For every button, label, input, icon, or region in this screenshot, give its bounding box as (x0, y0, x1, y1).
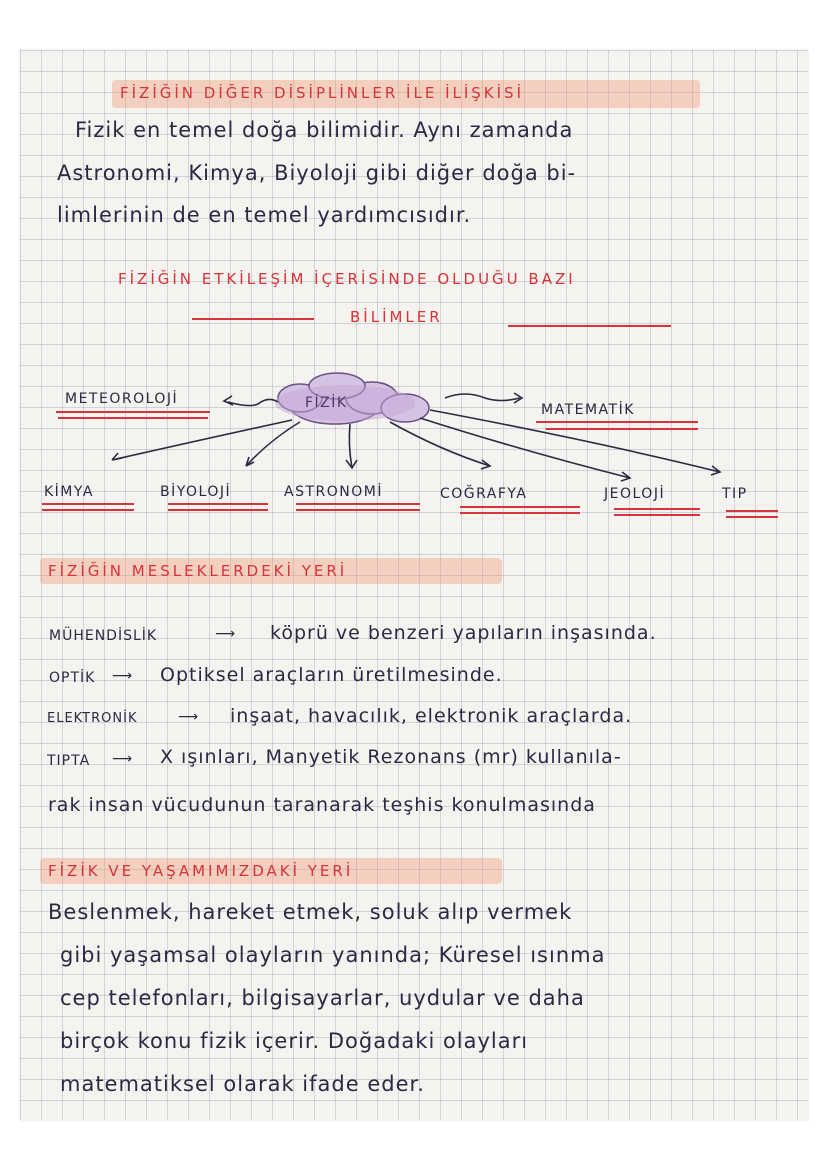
profession-name: ELEKTRONİK (47, 711, 138, 726)
intro-line-3: limlerinin de en temel yardımcısıdır. (57, 203, 472, 227)
node-underline (614, 514, 700, 516)
node-underline (58, 417, 208, 419)
profession-continuation: rak insan vücudunun taranarak teşhis konulmasında (48, 794, 596, 816)
life-line-5: matematiksel olarak ifade eder. (60, 1072, 425, 1096)
heading-sciences-word: BİLİMLER (350, 308, 443, 326)
arrow-glyph: ⟶ (215, 626, 237, 642)
profession-text: X ışınları, Manyetik Rezonans (mr) kullanıla- (160, 746, 622, 768)
node-meteoroloji: METEOROLOJİ (65, 391, 179, 407)
arrow-glyph: ⟶ (112, 751, 134, 767)
node-underline (726, 510, 778, 512)
profession-text: köprü ve benzeri yapıların inşasında. (270, 622, 657, 644)
diagram-center-fizik: FİZİK (305, 395, 348, 411)
node-underline (460, 512, 580, 514)
heading-disciplines: FİZİĞİN DİĞER DİSİPLİNLER İLE İLİŞKİSİ (120, 84, 525, 102)
node-cografya: COĞRAFYA (440, 486, 528, 502)
life-line-3: cep telefonları, bilgisayarlar, uydular ve daha (60, 986, 585, 1010)
node-underline (614, 508, 700, 510)
node-underline (460, 506, 580, 508)
intro-line-1: Fizik en temel doğa bilimidir. Aynı zamanda (75, 118, 574, 142)
node-tip: TIP (722, 486, 748, 502)
node-underline (296, 509, 420, 511)
heading-life: FİZİK VE YAŞAMIMIZDAKİ YERİ (48, 862, 354, 880)
heading-professions: FİZİĞİN MESLEKLERDEKİ YERİ (48, 562, 348, 580)
profession-name: MÜHENDİSLİK (49, 628, 158, 644)
life-line-4: birçok konu fizik içerir. Doğadaki olayları (60, 1029, 529, 1053)
life-line-2: gibi yaşamsal olayların yanında; Küresel ısınma (60, 943, 606, 967)
node-matematik: MATEMATİK (541, 402, 635, 418)
arrow-glyph: ⟶ (178, 709, 200, 725)
heading-interacting-sciences: FİZİĞİN ETKİLEŞİM İÇERİSİNDE OLDUĞU BAZI (118, 270, 576, 288)
node-underline (536, 421, 698, 423)
profession-name: OPTİK (49, 670, 96, 686)
node-biyoloji: BİYOLOJİ (160, 484, 232, 500)
node-underline (168, 503, 268, 505)
node-kimya: KİMYA (44, 484, 94, 500)
profession-text: Optiksel araçların üretilmesinde. (160, 664, 503, 686)
node-underline (42, 509, 134, 511)
profession-name: TIPTA (47, 753, 91, 769)
node-underline (42, 503, 134, 505)
node-underline (296, 503, 420, 505)
node-astronomi: ASTRONOMİ (284, 484, 383, 500)
profession-text: inşaat, havacılık, elektronik araçlarda. (230, 705, 633, 727)
node-underline (168, 509, 268, 511)
life-line-1: Beslenmek, hareket etmek, soluk alıp vermek (48, 900, 573, 924)
node-underline (546, 428, 698, 430)
arrow-glyph: ⟶ (112, 668, 134, 684)
intro-line-2: Astronomi, Kimya, Biyoloji gibi diğer doğa bi- (57, 161, 577, 185)
node-underline (726, 516, 778, 518)
node-underline (56, 411, 210, 413)
node-jeoloji: JEOLOJİ (604, 486, 666, 502)
